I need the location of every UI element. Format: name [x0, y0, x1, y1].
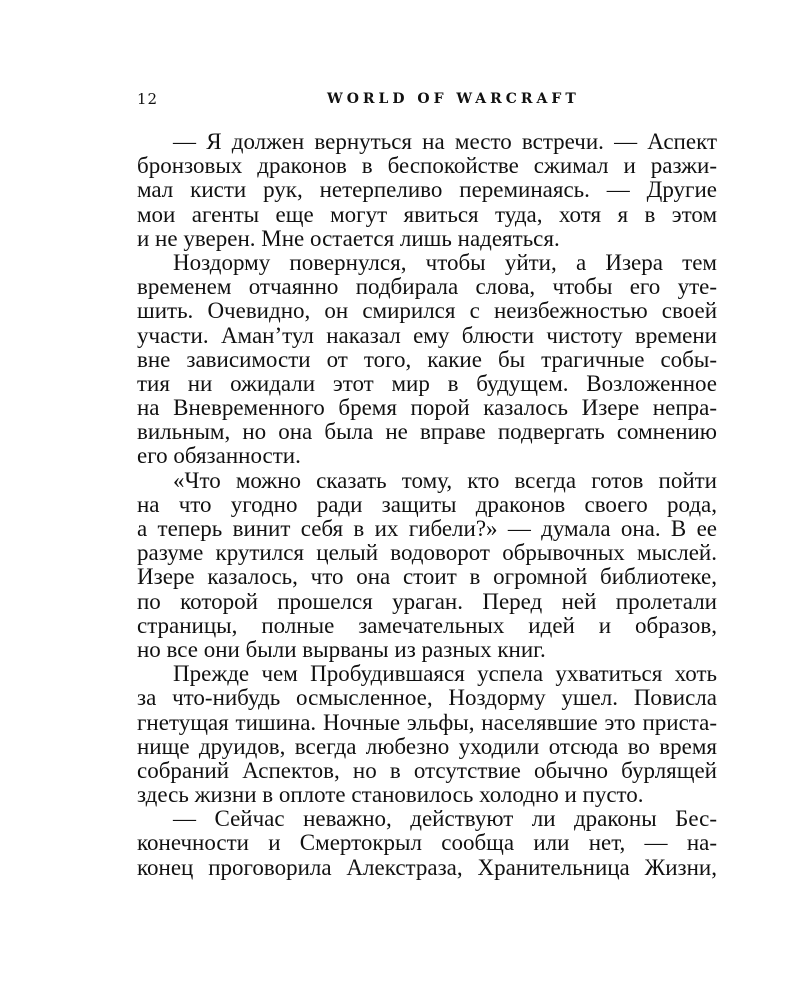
text-line: временем отчаянно подбирала слова, чтобы его уте-	[137, 274, 717, 300]
running-title: WORLD OF WARCRAFT	[327, 91, 580, 107]
text-line: мои агенты еще могут явиться туда, хотя я в этом	[137, 201, 717, 227]
text-line: — Я должен вернуться на место встречи. — Аспект	[173, 129, 717, 154]
text-line: собраний Аспектов, но в отсутствие обычно бурлящей	[137, 757, 717, 783]
text-line: участи. Аман’тул наказал ему блюсти чистоту времени	[137, 322, 717, 348]
body-text	[137, 130, 717, 880]
text-line: здесь жизни в оплоте становилось холодно и пусто.	[137, 782, 644, 808]
text-line: Изере казалось, что она стоит в огромной библиотеке,	[137, 564, 717, 590]
text-line: — Сейчас неважно, действуют ли драконы Бес-	[173, 806, 717, 832]
text-line: на Вневременного бремя порой казалось Изере непра-	[137, 395, 717, 421]
text-line: его обязанности.	[137, 443, 301, 469]
page-number: 12	[137, 90, 159, 108]
text-line: мал кисти рук, нетерпеливо переминаясь. — Другие	[137, 177, 717, 203]
text-line: «Что можно сказать тому, кто всегда готов пойти	[173, 467, 717, 493]
text-line: разуме крутился целый водоворот обрывочных мыслей.	[137, 540, 717, 566]
text-line: нище друидов, всегда любезно уходили отсюда во время	[137, 733, 717, 759]
text-line: тия ни ожидали этот мир в будущем. Возложенное	[137, 370, 717, 396]
text-line: страницы, полные замечательных идей и образов,	[137, 612, 717, 638]
page-header	[137, 90, 717, 114]
text-line: и не уверен. Мне остается лишь надеяться.	[137, 225, 560, 251]
text-line: Прежде чем Пробудившаяся успела ухватиться хоть	[173, 661, 717, 687]
text-line: Ноздорму повернулся, чтобы уйти, а Изера тем	[173, 249, 717, 275]
text-line: вне зависимости от того, какие бы трагичные собы-	[137, 346, 717, 372]
text-line: за что-нибудь осмысленное, Ноздорму ушел. Повисла	[137, 685, 717, 711]
text-line: на что угодно ради защиты драконов своего рода,	[137, 491, 717, 517]
text-line: но все они были вырваны из разных книг.	[137, 636, 546, 662]
text-line: а теперь винит себя в их гибели?» — думала она. В ее	[137, 516, 717, 541]
text-line: гнетущая тишина. Ночные эльфы, населявшие это приста-	[137, 709, 717, 735]
text-line: конец проговорила Алекстраза, Хранительница Жизни,	[137, 854, 717, 880]
text-line: конечности и Смертокрыл сообща или нет, — на-	[137, 830, 717, 856]
text-line: вильным, но она была не вправе подвергать сомнению	[137, 419, 717, 445]
text-line: бронзовых драконов в беспокойстве сжимал и разжи-	[137, 153, 717, 179]
text-line: шить. Очевидно, он смирился с неизбежностью своей	[137, 298, 717, 324]
text-line: по которой прошелся ураган. Перед ней пролетали	[137, 588, 717, 614]
